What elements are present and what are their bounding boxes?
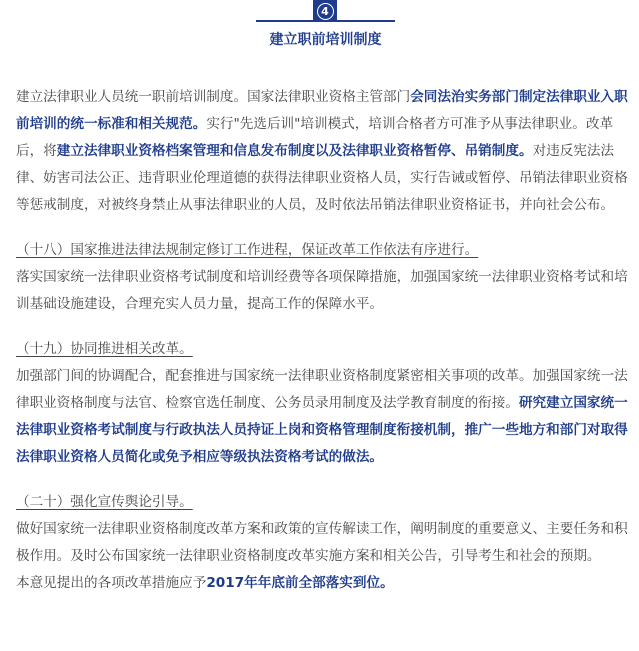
paragraph-training-system [16,84,630,219]
article-body [16,84,630,597]
section-19-heading: （十九）协同推进相关改革。 [16,341,193,357]
closing-line [16,570,630,597]
highlight-text: 2017年年底前全部落实到位。 [206,575,394,591]
paragraph-text: 实行"先选后训"培训模式，培训合格者方可准予从事法律职业。改革后，将 [16,116,614,159]
paragraph-text: 加强部门间的协调配合，配套推进与国家统一法律职业资格制度紧密相关事项的改革。加强国家统一法律职业资格制度与法官、检察官选任制度、公务员录用制度及法学教育制度的衔接。 [16,368,628,411]
section-title: 建立职前培训制度 [269,32,382,48]
header-rule [256,20,395,22]
highlight-text: 研究建立国家统一法律职业资格考试制度与行政执法人员持证上岗和资格管理制度衔接机制，推广一些地方和部门对取得法律职业资格人员简化或免予相应等级执法资格考试的做法。 [16,395,628,465]
section-20-heading: （二十）强化宣传舆论引导。 [16,494,193,510]
paragraph-text: 对违反宪法法律、妨害司法公正、违背职业伦理道德的获得法律职业资格人员，实行告诫或暂停、吊销法律职业资格等惩戒制度，对被终身禁止从事法律职业的人员，及时依法吊销法律职业资格证书，并向社会公布。 [16,143,628,213]
section-20-body: 做好国家统一法律职业资格制度改革方案和政策的宣传解读工作，阐明制度的重要意义、主要任务和积极作用。及时公布国家统一法律职业资格制度改革实施方案和相关公告，引导考生和社会的预期。 [16,521,628,564]
highlight-text: 建立法律职业资格档案管理和信息发布制度以及法律职业资格暂停、吊销制度。 [56,143,533,159]
paragraph-text: 本意见提出的各项改革措施应予 [16,575,207,591]
highlight-text: 会同法治实务部门制定法律职业入职前培训的统一标准和相关规范。 [16,89,628,132]
section-header [256,0,395,55]
section-number-badge [313,0,337,20]
section-18-body: 落实国家统一法律职业资格考试制度和培训经费等各项保障措施，加强国家统一法律职业资格考试和培训基础设施建设，合理充实人员力量，提高工作的保障水平。 [16,269,628,312]
section-18-heading: （十八）国家推进法律法规制定修订工作进程，保证改革工作依法有序进行。 [16,242,479,258]
paragraph-text: 建立法律职业人员统一职前培训制度。国家法律职业资格主管部门 [16,89,411,105]
section-number: 4 [317,3,334,20]
section-19-body [16,363,630,471]
